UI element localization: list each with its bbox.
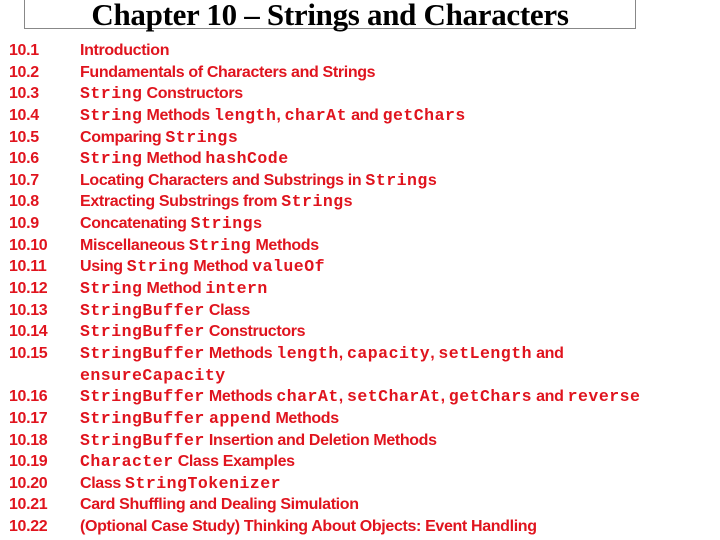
code-text: StringBuffer	[80, 300, 205, 320]
toc-item	[0, 213, 720, 235]
section-title	[80, 148, 289, 170]
toc-item	[0, 386, 720, 408]
title-text: and	[532, 388, 568, 406]
section-number: 10.19	[9, 453, 48, 471]
code-text: ensureCapacity	[80, 365, 226, 385]
section-number: 10.15	[9, 344, 48, 362]
code-text: setLength	[438, 343, 533, 363]
code-text: String	[80, 149, 143, 169]
code-text: capacity	[346, 343, 431, 363]
title-text: Comparing	[80, 128, 166, 146]
section-title	[80, 213, 262, 235]
section-title	[80, 235, 319, 257]
title-text: Introduction	[80, 42, 170, 59]
section-title	[80, 408, 339, 430]
section-title	[80, 430, 437, 452]
toc-item	[0, 408, 720, 430]
toc-item	[0, 235, 720, 257]
section-number: 10.18	[9, 431, 48, 449]
code-text: String	[80, 105, 143, 125]
toc-item	[0, 83, 720, 105]
code-text: Strings	[165, 127, 239, 147]
code-text: String	[188, 235, 252, 255]
section-number: 10.4	[9, 106, 39, 124]
section-title	[80, 191, 352, 213]
title-text: Card Shuffling and Dealing Simulation	[80, 496, 359, 514]
toc-item	[0, 256, 720, 278]
title-text: (Optional Case Study) Thinking About Objects: Event Handling	[80, 518, 537, 536]
code-text: StringBuffer	[80, 343, 205, 363]
title-text: ,	[440, 388, 449, 406]
section-number: 10.13	[9, 301, 48, 319]
section-title	[80, 343, 564, 386]
section-number: 10.10	[9, 236, 48, 254]
title-text: Methods	[204, 344, 277, 362]
section-number: 10.5	[9, 128, 39, 146]
section-number: 10.14	[9, 323, 48, 341]
section-title	[80, 170, 436, 192]
code-text: String	[126, 257, 190, 277]
code-text: String	[80, 279, 143, 299]
section-number: 10.16	[9, 388, 48, 406]
section-number: 10.9	[9, 215, 39, 233]
toc-item	[0, 473, 720, 495]
code-text: String	[190, 214, 254, 234]
code-text: StringBuffer	[80, 387, 205, 407]
section-number: 10.1	[9, 42, 39, 59]
code-text: reverse	[567, 387, 641, 407]
section-title	[80, 83, 243, 105]
toc-item	[0, 516, 720, 538]
code-text: setCharAt	[346, 387, 441, 407]
section-number: 10.17	[9, 409, 48, 427]
title-text: Method	[142, 280, 206, 298]
title-text: Class	[80, 474, 126, 492]
title-text: Methods	[142, 106, 214, 124]
title-text: and	[532, 344, 564, 362]
section-number: 10.22	[9, 518, 48, 536]
title-text: ,	[430, 344, 439, 362]
section-number: 10.3	[9, 85, 39, 103]
toc-item	[0, 148, 720, 170]
title-text: and	[346, 106, 383, 124]
title-text: Constructors	[204, 323, 306, 341]
section-number: 10.11	[9, 258, 47, 276]
toc-item	[0, 494, 720, 516]
code-text: Character	[80, 452, 174, 472]
title-text: s	[427, 171, 437, 189]
section-number: 10.6	[9, 150, 39, 168]
section-number: 10.20	[9, 474, 48, 492]
title-text: ,	[276, 106, 285, 124]
title-text: Methods	[271, 409, 339, 427]
toc-item	[0, 451, 720, 473]
toc-item	[0, 62, 720, 84]
code-text: hashCode	[205, 149, 289, 169]
code-text: getChars	[382, 105, 466, 125]
toc-item	[0, 191, 720, 213]
title-text: Extracting Substrings from	[80, 193, 282, 211]
code-text: String	[80, 84, 143, 104]
section-title	[80, 473, 281, 495]
toc-item	[0, 343, 720, 386]
title-text: Concatenating	[80, 215, 191, 233]
code-text: length	[276, 343, 339, 363]
section-title	[80, 62, 375, 84]
toc-item	[0, 170, 720, 192]
code-text: getChars	[448, 387, 533, 407]
title-text: Miscellaneous	[80, 236, 189, 254]
section-title	[80, 386, 640, 408]
title-text: Method	[189, 258, 253, 276]
table-of-contents	[0, 40, 720, 538]
code-text: String	[365, 170, 428, 190]
code-text: append	[208, 408, 272, 428]
section-title	[80, 321, 305, 343]
toc-item	[0, 321, 720, 343]
section-title	[80, 40, 169, 62]
toc-item	[0, 40, 720, 62]
title-text: ,	[338, 388, 347, 406]
section-title	[80, 256, 325, 278]
section-title	[80, 300, 250, 322]
toc-item	[0, 105, 720, 127]
code-text: StringTokenizer	[125, 473, 282, 493]
section-number: 10.7	[9, 171, 39, 189]
title-text: Fundamentals of Characters and Strings	[80, 63, 376, 81]
title-text: Method	[142, 150, 206, 168]
code-text: valueOf	[252, 257, 325, 277]
slide-title: Chapter 10 – Strings and Characters	[24, 0, 636, 29]
toc-item	[0, 127, 720, 149]
title-text: s	[343, 193, 353, 211]
code-text: intern	[205, 279, 268, 299]
title-text: s	[253, 215, 262, 233]
section-number: 10.8	[9, 193, 39, 211]
section-number: 10.2	[9, 63, 39, 81]
section-title	[80, 451, 295, 473]
code-text: length	[213, 105, 277, 125]
section-number: 10.12	[9, 280, 48, 298]
title-text: ,	[338, 344, 347, 362]
toc-item	[0, 278, 720, 300]
section-title	[80, 105, 466, 127]
code-text: StringBuffer	[80, 408, 205, 428]
toc-item	[0, 430, 720, 452]
section-title	[80, 278, 268, 300]
code-text: StringBuffer	[80, 430, 205, 450]
title-text: Methods	[204, 388, 277, 406]
toc-item	[0, 300, 720, 322]
section-title	[80, 127, 238, 149]
code-text: charAt	[276, 387, 339, 407]
title-text: Locating Characters and Substrings in	[80, 171, 366, 189]
title-text: Using	[80, 258, 127, 276]
code-text: StringBuffer	[80, 322, 205, 342]
title-text: Class	[204, 301, 250, 319]
section-title	[80, 516, 537, 538]
title-text: Insertion and Deletion Methods	[204, 431, 437, 449]
title-text: Constructors	[142, 85, 243, 103]
section-title	[80, 494, 359, 516]
code-text: charAt	[284, 105, 347, 125]
title-text: Class Examples	[173, 453, 295, 471]
code-text: String	[281, 192, 344, 212]
section-number: 10.21	[9, 496, 48, 514]
title-text: Methods	[251, 236, 319, 254]
